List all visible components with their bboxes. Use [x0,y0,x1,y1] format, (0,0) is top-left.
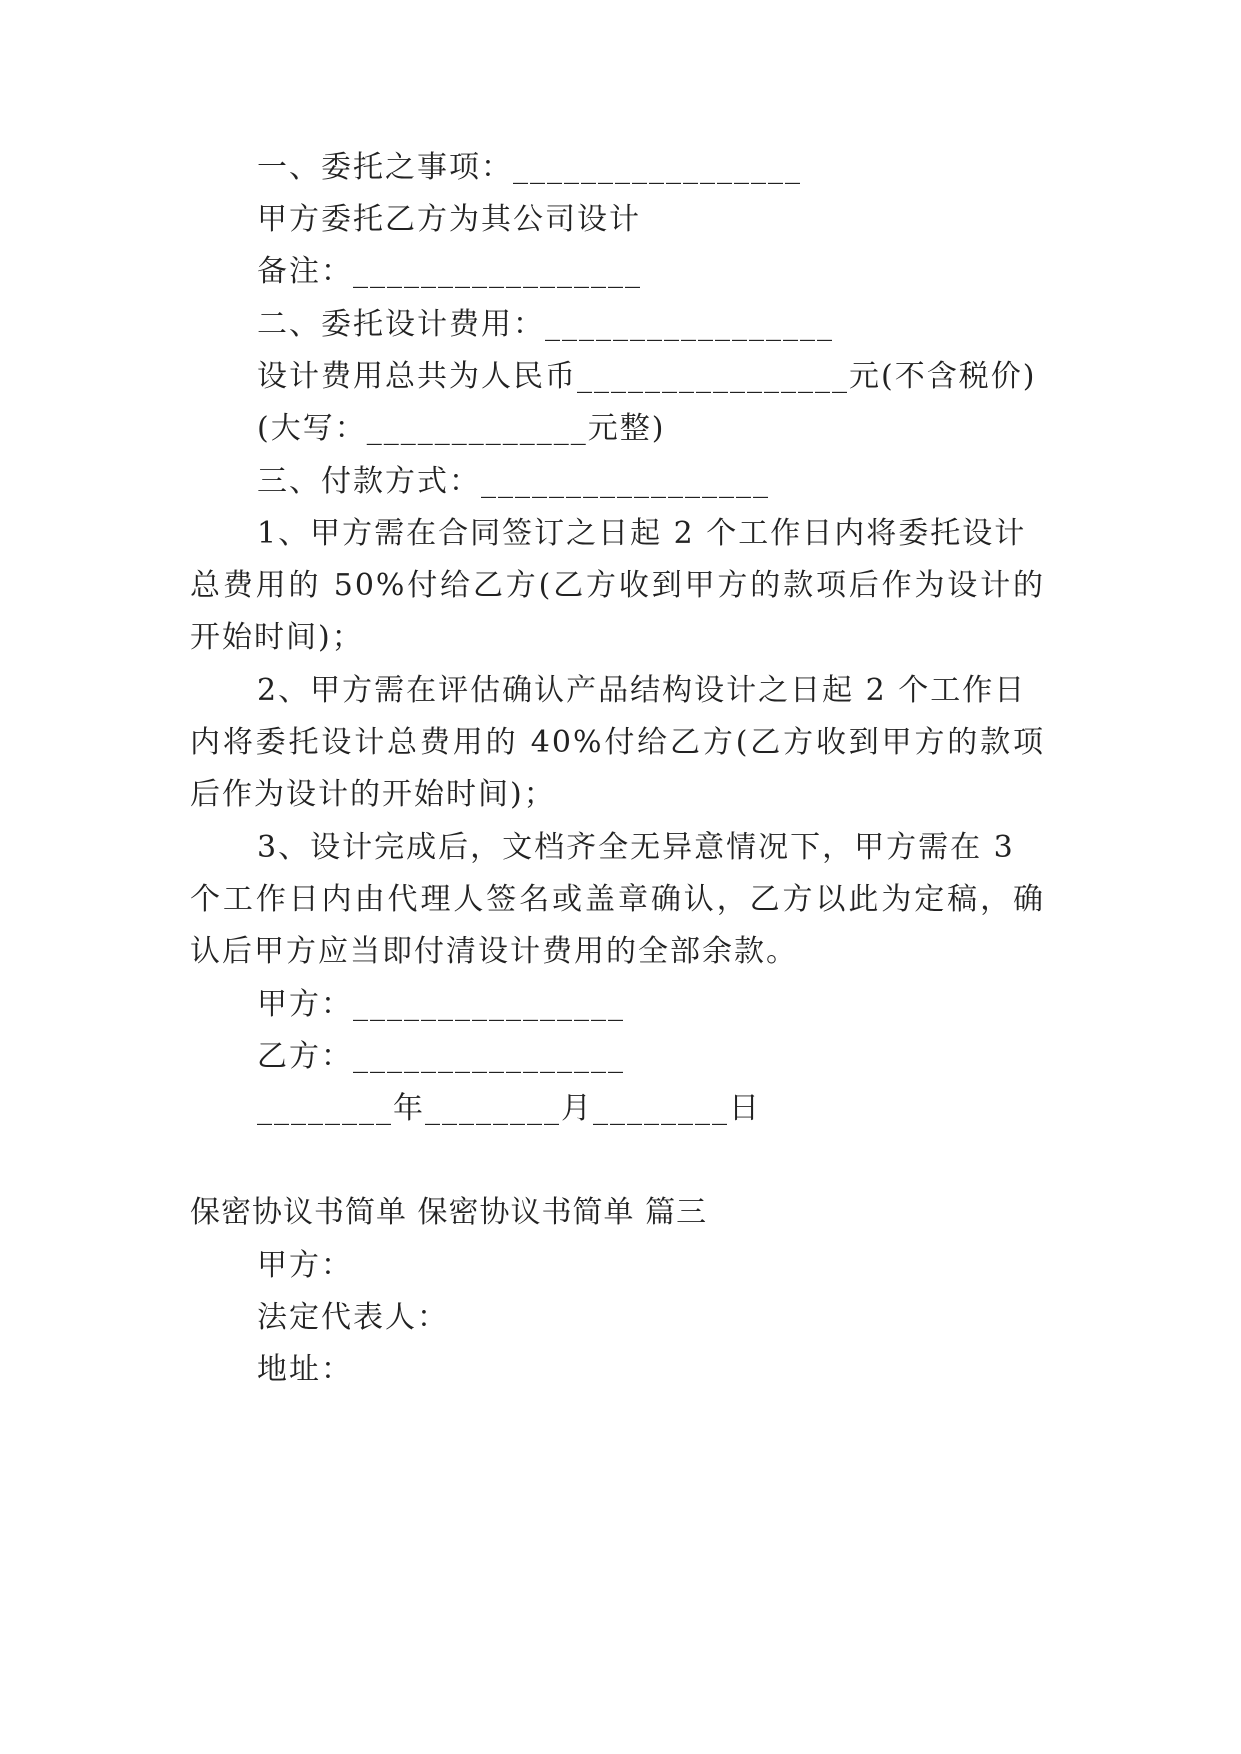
clause-1-line-1: 1、甲方需在合同签订之日起 2 个工作日内将委托设计 [257,516,1027,551]
party-a-label: 甲方： [257,1248,353,1283]
section-title: 保密协议书简单 保密协议书简单 篇三 [190,1195,708,1230]
design-entrust-line: 甲方委托乙方为其公司设计 [257,202,641,237]
legal-representative-label: 法定代表人： [257,1300,449,1335]
address-label: 地址： [257,1352,353,1387]
entrust-matters-line: 一、委托之事项：_________________ [257,150,802,185]
amount-in-words-line: (大写：_____________元整) [257,411,666,446]
design-fee-amount-line: 设计费用总共为人民币________________元(不含税价) [257,359,1037,394]
clause-2-line-3: 后作为设计的开始时间)； [190,777,556,812]
clause-3-line-3: 认后甲方应当即付清设计费用的全部余款。 [190,934,798,969]
clause-3-line-1: 3、设计完成后，文档齐全无异意情况下，甲方需在 3 [257,830,1015,865]
design-fee-heading-line: 二、委托设计费用：_________________ [257,307,834,342]
party-b-signature-line: 乙方：________________ [257,1039,625,1074]
clause-1-line-3: 开始时间)； [190,620,364,655]
clause-2-line-2: 内将委托设计总费用的 40%付给乙方(乙方收到甲方的款项 [190,725,1045,760]
clause-3-line-2: 个工作日内由代理人签名或盖章确认，乙方以此为定稿，确 [190,882,1045,917]
party-a-signature-line: 甲方：________________ [257,987,625,1022]
payment-method-heading-line: 三、付款方式：_________________ [257,464,770,499]
clause-1-line-2: 总费用的 50%付给乙方(乙方收到甲方的款项后作为设计的 [190,568,1045,603]
remarks-line: 备注：_________________ [257,254,642,289]
date-line: ________年________月________日 [257,1091,761,1126]
clause-2-line-1: 2、甲方需在评估确认产品结构设计之日起 2 个工作日 [257,673,1027,708]
